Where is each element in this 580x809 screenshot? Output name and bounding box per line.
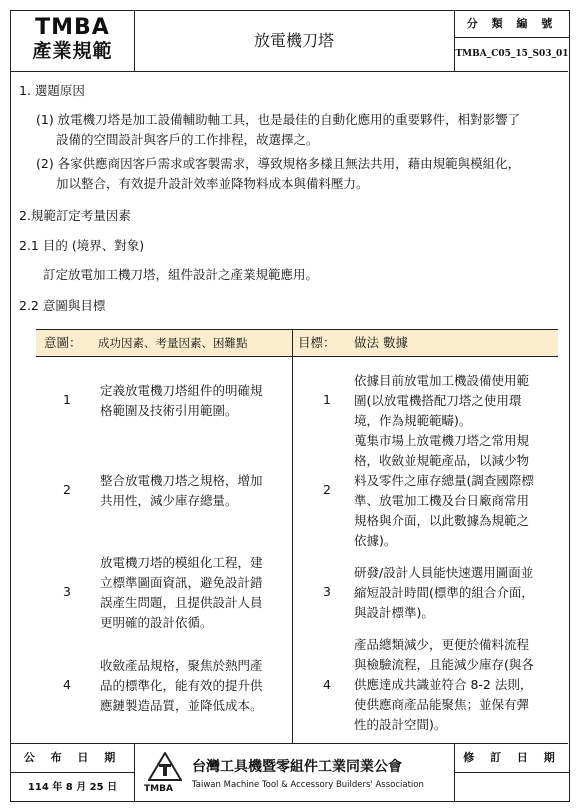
classification-label: 分 類 編 號 — [455, 11, 569, 38]
revision-date-label: 修 訂 日 期 — [455, 744, 569, 773]
row2-method-line5: 規格與介面，以此數據為規範之 — [354, 513, 530, 528]
document-title: 放電機刀塔 — [253, 31, 334, 50]
row1-intent-line1: 定義放電機刀塔組件的明確規 — [100, 383, 263, 398]
reason-item2-line2: 加以整合，有效提升設計效率並降物料成本與備料壓力。 — [56, 176, 369, 191]
row1-intent-line2: 格範圍及技術引用範圍。 — [100, 403, 238, 418]
row1-goal-number: 1 — [323, 392, 331, 407]
association-name: 台灣工具機暨零組件工業同業公會 — [192, 759, 402, 775]
row4-method-line1: 產品總類減少，更便於備料流程 — [354, 637, 530, 652]
association-logo-icon — [148, 752, 182, 782]
section1-heading: 1. 選題原因 — [19, 83, 85, 98]
revision-date-box — [454, 744, 569, 802]
row1-method-line1: 依據目前放電加工機設備使用範 — [354, 373, 530, 388]
row4-method-line3: 供應達成共識並符合 8-2 法則， — [354, 677, 533, 692]
row1-method-line3: 境，作為規範範疇)。 — [354, 413, 472, 428]
row3-number: 3 — [63, 584, 71, 599]
header-goal: 目標： — [298, 335, 336, 350]
association-logo-text: TMBA — [144, 784, 173, 794]
row2-method-line6: 依據)。 — [354, 533, 397, 548]
row4-intent-line3: 應鏈製造品質，並降低成本。 — [100, 698, 263, 713]
association-english-name: Taiwan Machine Tool & Accessory Builders' Association — [192, 780, 424, 790]
logo-top-text: TMBA — [35, 15, 110, 40]
row2-method-line4: 準、放電加工機及台日廠商常用 — [354, 493, 530, 508]
classification-box — [454, 11, 569, 71]
row2-method-line3: 料及零件之庫存總量(調查國際標 — [354, 473, 534, 488]
document-footer — [11, 743, 568, 802]
row4-goal-number: 4 — [323, 677, 331, 692]
row2-intent-line2: 共用性，減少庫存總量。 — [100, 493, 238, 508]
section2-heading: 2.規範訂定考量因素 — [19, 208, 131, 223]
logo-bottom-text: 產業規範 — [32, 40, 113, 62]
row3-intent-line3: 誤產生問題，且提供設計人員 — [100, 595, 263, 610]
row1-method-line2: 圍(以放電機搭配刀塔之使用環 — [354, 393, 522, 408]
publish-date-box — [11, 744, 135, 802]
row2-intent-line1: 整合放電機刀塔之規格，增加 — [100, 473, 263, 488]
header-factors: 成功因素、考量因素、困難點 — [98, 336, 248, 350]
reason-item2-line1: (2) 各家供應商因客戶需求或客製需求，導致規格多樣且無法共用，藉由規範與模組化， — [36, 156, 521, 171]
document-page — [10, 10, 570, 802]
row4-number: 4 — [63, 677, 71, 692]
association-block — [134, 744, 454, 802]
row4-intent-line1: 收斂產品規格，聚焦於熱門產 — [100, 658, 263, 673]
row3-method-line2: 縮短設計時間(標準的組合介面， — [354, 585, 534, 600]
row3-goal-number: 3 — [323, 584, 331, 599]
section2-1-heading: 2.1 目的 (境界、對象) — [19, 238, 145, 253]
row1-number: 1 — [63, 392, 71, 407]
row2-method-line1: 蒐集市場上放電機刀塔之常用規 — [354, 433, 530, 448]
row4-method-line4: 使供應商產品能聚焦；並保有彈 — [354, 697, 530, 712]
row2-method-line2: 格，收斂並規範產品，以減少物 — [354, 453, 530, 468]
row3-method-line3: 與設計標準)。 — [354, 605, 434, 620]
publish-date-label: 公 布 日 期 — [11, 744, 134, 773]
document-header — [11, 11, 568, 72]
row3-method-line1: 研發/設計人員能快速選用圖面並 — [354, 565, 534, 580]
row3-intent-line4: 更明確的設計依循。 — [100, 615, 213, 630]
reason-item1-line1: (1) 放電機刀塔是加工設備輔助軸工具，也是最佳的自動化應用的重要夥件，相對影響了 — [36, 112, 521, 127]
header-method: 做法 數據 — [354, 335, 408, 350]
row4-method-line2: 與檢驗流程，且能減少庫存(與各 — [354, 657, 534, 672]
tmba-logo — [11, 11, 135, 71]
header-intent: 意圖： — [44, 335, 82, 350]
intent-goal-table — [36, 329, 558, 743]
row4-method-line5: 性的設計空間)。 — [354, 717, 447, 732]
row3-intent-line2: 立標準圖面資訊，避免設計錯 — [100, 575, 263, 590]
reason-item1-line2: 設備的空間設計與客戶的工作排程，故選擇之。 — [56, 132, 319, 147]
row2-goal-number: 2 — [323, 482, 331, 497]
section2-2-heading: 2.2 意圖與目標 — [19, 298, 106, 313]
row2-number: 2 — [63, 482, 71, 497]
section2-1-text: 訂定放電加工機刀塔，組件設計之產業規範應用。 — [43, 267, 319, 282]
row4-intent-line2: 品的標準化，能有效的提升供 — [100, 678, 263, 693]
table-divider — [292, 329, 293, 743]
publish-date-value: 114 年 8 月 25 日 — [27, 782, 118, 793]
classification-code: TMBA_C05_15_S03_01 — [455, 49, 569, 59]
row3-intent-line1: 放電機刀塔的模組化工程，建 — [100, 555, 263, 570]
